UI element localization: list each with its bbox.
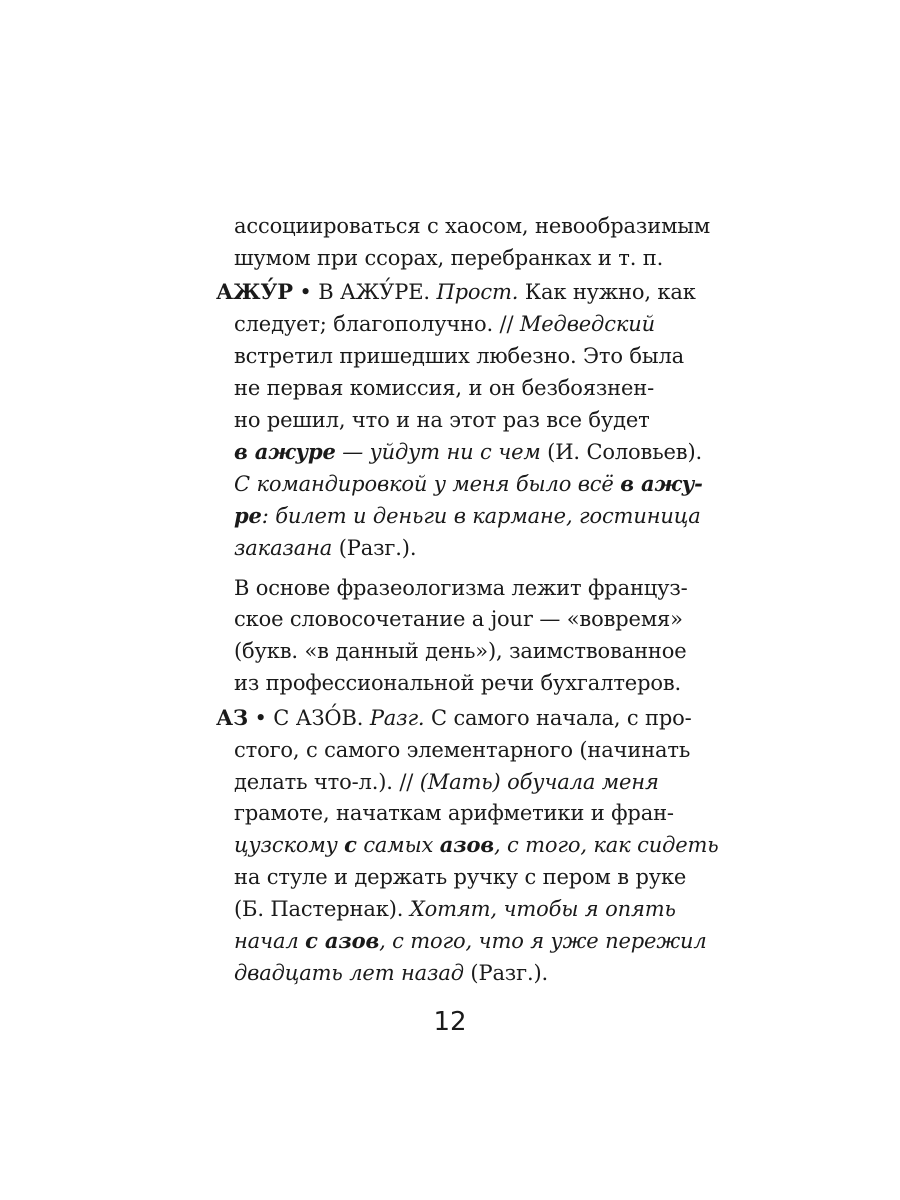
definition: С самого начала, с про- — [431, 706, 692, 730]
example-text: , с того, что я уже пережил — [379, 929, 707, 953]
usage-label: Разг. — [369, 706, 425, 730]
example-text: цузскому — [234, 833, 345, 857]
example-line — [234, 891, 676, 927]
text-line: шумом при ссорах, перебранках и т. п. — [234, 246, 664, 270]
usage-label: Прост. — [436, 280, 519, 304]
dictionary-entry-header — [216, 274, 696, 310]
phrase: С АЗО́В. — [273, 706, 364, 730]
example-line: но решил, что и на этот раз все будет — [234, 408, 650, 432]
note-line: (букв. «в данный день»), заимствованное — [234, 639, 687, 663]
example-line: встретил пришедших любезно. Это была — [234, 344, 685, 368]
example-line — [234, 955, 548, 991]
example-text: двадцать лет назад — [234, 961, 464, 985]
example-text: : билет и деньги в кармане, гостиница — [261, 504, 701, 528]
text-line: стого, с самого элементарного (начинать — [234, 738, 691, 762]
example-text: Медведский — [519, 312, 655, 336]
text-line: ассоциироваться с хаосом, невообразимым — [234, 214, 711, 238]
example-text: самых — [356, 833, 440, 857]
phrase-in-example: ре — [234, 503, 262, 528]
example-text: С командировкой у меня было всё — [234, 472, 621, 496]
example-line: на стуле и держать ручку с пером в руке — [234, 865, 687, 889]
separator: // — [499, 312, 514, 336]
example-source: (Разг.). — [463, 961, 549, 985]
dictionary-entry-header — [216, 700, 692, 736]
phrase-in-example: с — [344, 832, 357, 857]
definition-cont: делать что-л.). — [234, 770, 393, 794]
note-line: ское словосочетание a jour — «вовремя» — [234, 607, 683, 631]
phrase: В АЖУ́РЕ. — [318, 280, 430, 304]
phrase-in-example: в ажу- — [620, 471, 703, 496]
example-line — [234, 466, 703, 502]
example-source: (И. Соловьев). — [540, 440, 703, 464]
definition: Как нужно, как — [524, 280, 696, 304]
example-text: , с того, как сидеть — [493, 833, 719, 857]
headword: АЗ — [216, 705, 248, 730]
headword: АЖУ́Р — [216, 279, 293, 304]
phrase-in-example: с азов — [305, 928, 380, 953]
phrase-in-example: в ажуре — [234, 439, 336, 464]
example-line: грамоте, начаткам арифметики и фран- — [234, 801, 674, 825]
page-number: 12 — [433, 1007, 467, 1037]
phrase-in-example: азов — [439, 832, 494, 857]
example-text: — уйдут ни с чем — [335, 440, 541, 464]
example-line — [234, 434, 702, 470]
example-text: заказана — [234, 536, 333, 560]
example-line — [234, 498, 701, 534]
example-line — [234, 530, 416, 566]
separator: // — [399, 770, 414, 794]
definition-cont: следует; благополучно. — [234, 312, 493, 336]
example-line — [234, 923, 707, 959]
text-line — [234, 306, 655, 342]
example-line: не первая комиссия, и он безбоязнен- — [234, 376, 655, 400]
bullet: • — [254, 706, 267, 730]
example-source: (Б. Пастернак). — [234, 897, 404, 921]
example-line — [234, 827, 719, 863]
bullet: • — [299, 280, 312, 304]
note-line: В основе фразеологизма лежит француз- — [234, 576, 688, 600]
example-text: начал — [234, 929, 306, 953]
example-text: (Мать) обучала меня — [419, 770, 659, 794]
note-line: из профессиональной речи бухгалтеров. — [234, 671, 682, 695]
example-source: (Разг.). — [332, 536, 417, 560]
example-text: Хотят, чтобы я опять — [409, 897, 676, 921]
